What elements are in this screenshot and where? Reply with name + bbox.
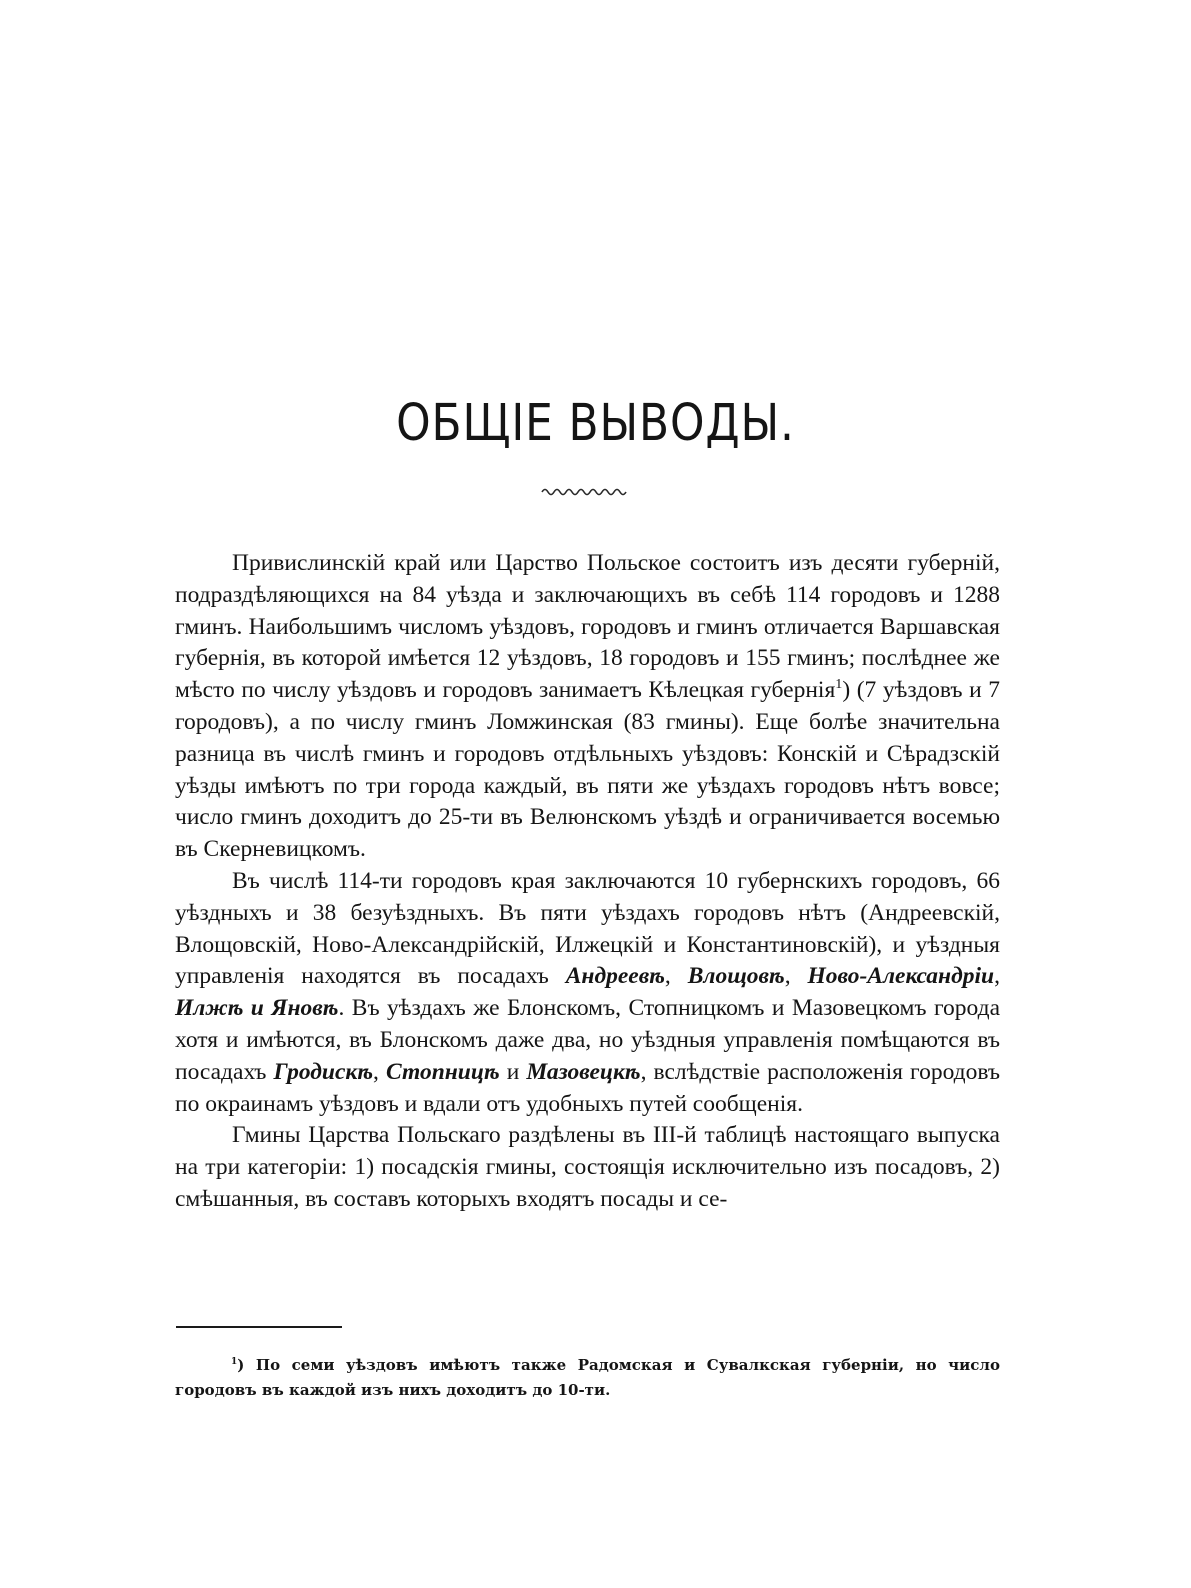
body-text bbox=[175, 548, 1000, 1216]
text-run: и bbox=[499, 1058, 527, 1085]
footnote-divider bbox=[176, 1326, 342, 1328]
emphasized-place-name: Андреевѣ bbox=[565, 963, 665, 990]
footnote-text: ) По семи уѣздовъ имѣютъ также Радомская и Сувалкская губерніи, но число городовъ въ каждой изъ нихъ доходитъ до 10-ти. bbox=[175, 1356, 1000, 1399]
emphasized-place-name: Стопницѣ bbox=[385, 1058, 500, 1085]
text-run: , вслѣдствіе расположенія городовъ по окраинамъ уѣздовъ и вдали отъ удобныхъ путей сообщенія. bbox=[175, 1058, 1001, 1117]
emphasized-place-name: Ново-Александріи bbox=[807, 963, 995, 990]
text-run: Гмины Царства Польскаго раздѣлены въ ІІІ-й таблицѣ настоящаго выпуска на три категоріи: 1) посадскія гмины, состоящія исключительно изъ посадовъ, 2) смѣшанныя, въ составъ которыхъ входятъ посады и се- bbox=[175, 1122, 1000, 1212]
text-run: Привислинскій край или Царство Польское состоитъ изъ десяти губерній, подраздѣляющихся на 84 уѣзда и заключающихъ въ себѣ 114 городовъ и 1288 гминъ. Наибольшимъ числомъ уѣздовъ, городовъ и гминъ отличается Варшавская губернія, въ которой имѣется 12 уѣздовъ, 18 городовъ и 155 гминъ; послѣднее же мѣсто по числу уѣздовъ и городовъ занимаетъ Кѣлецкая губернія bbox=[175, 550, 1000, 704]
text-run: , bbox=[373, 1058, 386, 1085]
footnote-reference: 1 bbox=[835, 676, 843, 693]
footnote-marker: 1 bbox=[231, 1357, 238, 1367]
text-run: , bbox=[664, 963, 688, 990]
emphasized-place-name: Мазовецкѣ bbox=[526, 1058, 641, 1085]
page-title: ОБЩІЕ ВЫВОДЫ. bbox=[396, 394, 795, 453]
text-run: , bbox=[784, 963, 808, 990]
text-run: , bbox=[994, 963, 1000, 990]
text-run: ) (7 уѣздовъ и 7 городовъ), а по числу гминъ Ломжинская (83 гмины). Еще болѣе значительна разница въ числѣ гминъ и городовъ отдѣльныхъ уѣздовъ: Конскій и Сѣрадзскій уѣзды имѣютъ по три города каждый, въ пяти же уѣздахъ городовъ нѣтъ вовсе; число гминъ доходитъ до 25-ти въ Велюнскомъ уѣздѣ и ограничивается восемью въ Скерневицкомъ. bbox=[175, 677, 1001, 863]
paragraph bbox=[175, 1120, 1000, 1215]
paragraph bbox=[175, 866, 1000, 1120]
wavy-ornament-icon bbox=[540, 484, 630, 498]
text-run: Въ числѣ 114-ти городовъ края заключаются 10 губернскихъ городовъ, 66 уѣздныхъ и 38 безуѣздныхъ. Въ пяти уѣздахъ городовъ нѣтъ (Андреевскій, Влощовскій, Ново-Александрійскій, Илжецкій и Константиновскій), и уѣздныя управленія находятся въ посадахъ bbox=[175, 867, 1000, 990]
emphasized-place-name: Гродискѣ bbox=[273, 1058, 374, 1085]
emphasized-place-name: Илжѣ и Яновѣ bbox=[175, 995, 339, 1022]
paragraph bbox=[175, 548, 1000, 866]
footnote bbox=[175, 1353, 1000, 1403]
emphasized-place-name: Влощовѣ bbox=[687, 963, 785, 990]
text-run: . Въ уѣздахъ же Блонскомъ, Стопницкомъ и Мазовецкомъ города хотя и имѣются, въ Блонскомъ даже два, но уѣздныя управленія помѣщаются въ посадахъ bbox=[175, 995, 1000, 1085]
